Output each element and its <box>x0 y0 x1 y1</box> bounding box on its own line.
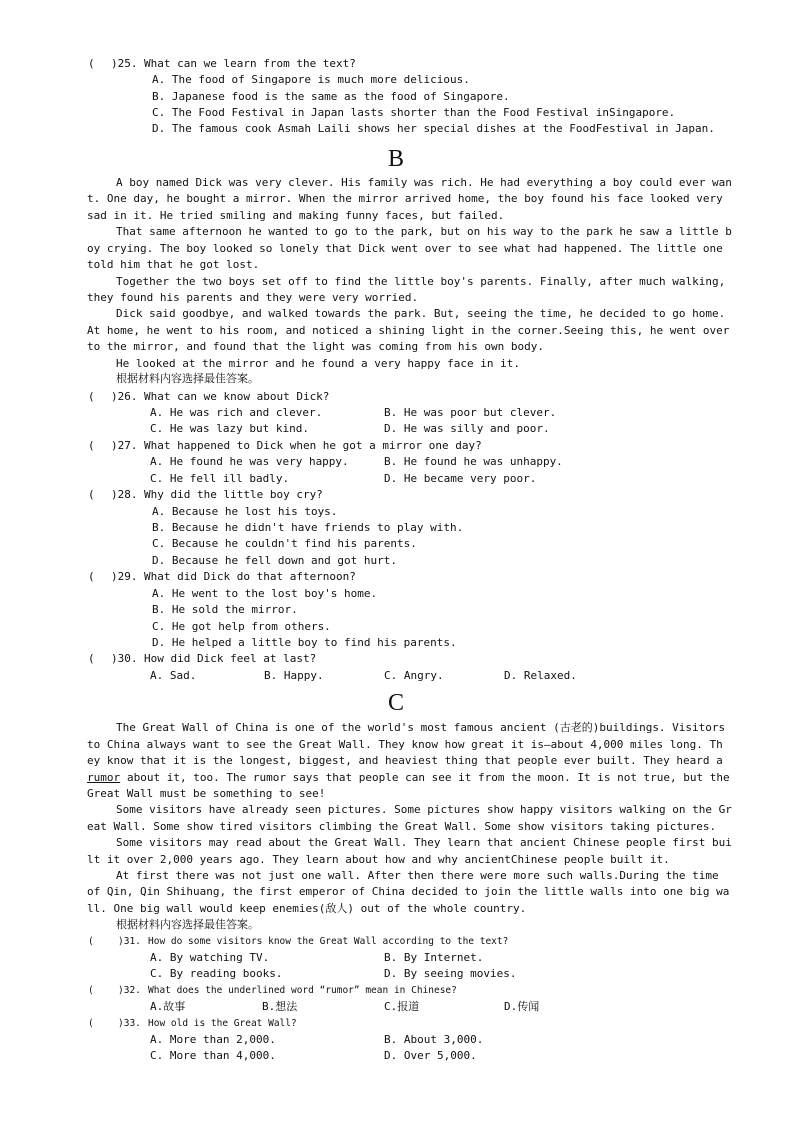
q28-question: Why did the little boy cry? <box>144 488 323 501</box>
section-c-instruction: 根据材料内容选择最佳答案。 <box>116 918 259 931</box>
q27-question: What happened to Dick when he got a mirror one day? <box>144 439 482 452</box>
q26-option-d: D. He was silly and poor. <box>384 422 550 435</box>
q25-number: )25. <box>111 57 138 70</box>
passage-c-line: Some visitors have already seen pictures. Some pictures show happy visitors walking on the Gr <box>116 803 732 816</box>
passage-b-line: oy crying. The boy looked so lonely that Dick went over to see what had happened. The little one <box>87 242 723 255</box>
passage-b-line: they found his parents and they were very worried. <box>87 291 419 304</box>
q33-option-a: A. More than 2,000. <box>150 1033 276 1046</box>
q25-option-a: A. The food of Singapore is much more delicious. <box>152 73 470 86</box>
q32-option-d: D.传闻 <box>504 1000 540 1013</box>
passage-c-underlined-word <box>87 771 120 785</box>
passage-b-line: t. One day, he bought a mirror. When the mirror arrived home, the boy found his face looked very <box>87 192 723 205</box>
q33-option-c: C. More than 4,000. <box>150 1049 276 1062</box>
q27-option-c: C. He fell ill badly. <box>150 472 290 485</box>
q27-number: )27. <box>111 439 138 452</box>
passage-b-line: He looked at the mirror and he found a very happy face in it. <box>116 357 520 370</box>
passage-c-line: At first there was not just one wall. After then there were more such walls.During the time <box>116 869 719 882</box>
passage-c-line: to China always want to see the Great Wall. They know how great it is—about 4,000 miles long. Th <box>87 738 723 751</box>
q26-number: )26. <box>111 390 138 403</box>
q30-option-a: A. Sad. <box>150 669 197 682</box>
q33-question: How old is the Great Wall? <box>148 1018 297 1029</box>
q31-number: )31. <box>118 936 141 947</box>
passage-b-line: told him that he got lost. <box>87 258 260 271</box>
q26-option-a: A. He was rich and clever. <box>150 406 323 419</box>
q30-question: How did Dick feel at last? <box>144 652 317 665</box>
passage-c-line: eat Wall. Some show tired visitors climbing the Great Wall. Some show visitors taking pictures. <box>87 820 717 833</box>
q26-option-c: C. He was lazy but kind. <box>150 422 309 435</box>
q30-option-c: C. Angry. <box>384 669 444 682</box>
passage-c-line: about it, too. The rumor says that people can see it from the moon. It is not true, but the <box>127 771 730 784</box>
q25-option-d: D. The famous cook Asmah Laili shows her special dishes at the FoodFestival in Japan. <box>152 122 715 135</box>
q26-question: What can we know about Dick? <box>144 390 330 403</box>
q30-option-b: B. Happy. <box>264 669 324 682</box>
q25-option-c: C. The Food Festival in Japan lasts shorter than the Food Festival inSingapore. <box>152 106 676 119</box>
q29-question: What did Dick do that afternoon? <box>144 570 356 583</box>
q28-option-d: D. Because he fell down and got hurt. <box>152 554 398 567</box>
passage-b-line: sad in it. He tried smiling and making funny faces, but failed. <box>87 209 505 222</box>
q31-option-c: C. By reading books. <box>150 967 283 980</box>
passage-c-line: lt it over 2,000 years ago. They learn about how and why ancientChinese people built it. <box>87 853 670 866</box>
section-b-instruction: 根据材料内容选择最佳答案。 <box>116 372 259 385</box>
q33-number: )33. <box>118 1018 141 1029</box>
q25-question: What can we learn from the text? <box>144 57 356 70</box>
q25-paren: ( <box>88 57 95 70</box>
q31-question: How do some visitors know the Great Wall according to the text? <box>148 936 509 947</box>
q33-option-b: B. About 3,000. <box>384 1033 484 1046</box>
q28-number: )28. <box>111 488 138 501</box>
passage-c-line: ey know that it is the longest, biggest, and heaviest thing that people ever built. They heard a <box>87 754 723 767</box>
passage-b-line: At home, he went to his room, and noticed a shining light in the corner.Seeing this, he went over <box>87 324 730 337</box>
q30-number: )30. <box>111 652 138 665</box>
q28-paren: ( <box>88 488 95 501</box>
q29-option-b: B. He sold the mirror. <box>152 603 298 616</box>
q32-option-b: B.想法 <box>262 1000 298 1013</box>
passage-c-line: Great Wall must be something to see! <box>87 787 326 800</box>
q31-option-d: D. By seeing movies. <box>384 967 517 980</box>
q28-option-b: B. Because he didn't have friends to play with. <box>152 521 464 534</box>
q26-paren: ( <box>88 390 95 403</box>
q29-number: )29. <box>111 570 138 583</box>
q32-option-a: A.故事 <box>150 1000 186 1013</box>
section-c-heading: C <box>388 690 405 716</box>
q27-option-d: D. He became very poor. <box>384 472 537 485</box>
q33-paren: ( <box>88 1018 94 1029</box>
section-b-heading: B <box>388 146 405 172</box>
q27-paren: ( <box>88 439 95 452</box>
passage-c-line: of Qin, Qin Shihuang, the first emperor of China decided to join the little walls into one big wa <box>87 885 730 898</box>
q30-option-d: D. Relaxed. <box>504 669 577 682</box>
q32-paren: ( <box>88 985 94 996</box>
passage-b-line: That same afternoon he wanted to go to the park, but on his way to the park he saw a little b <box>116 225 732 238</box>
q31-paren: ( <box>88 936 94 947</box>
q29-option-c: C. He got help from others. <box>152 620 331 633</box>
q32-question: What does the underlined word “rumor” mean in Chinese? <box>148 985 457 996</box>
passage-c-line: The Great Wall of China is one of the world's most famous ancient (古老的)buildings. Visitors <box>116 721 726 734</box>
passage-b-line: to the mirror, and found that the light was coming from his own body. <box>87 340 544 353</box>
q32-number: )32. <box>118 985 141 996</box>
q30-paren: ( <box>88 652 95 665</box>
q31-option-a: A. By watching TV. <box>150 951 270 964</box>
q27-option-a: A. He found he was very happy. <box>150 455 349 468</box>
q28-option-c: C. Because he couldn't find his parents. <box>152 537 417 550</box>
q26-option-b: B. He was poor but clever. <box>384 406 557 419</box>
passage-b-line: Together the two boys set off to find the little boy's parents. Finally, after much walking, <box>116 275 726 288</box>
passage-c-line: Some visitors may read about the Great Wall. They learn that ancient Chinese people first bui <box>116 836 732 849</box>
q33-option-d: D. Over 5,000. <box>384 1049 477 1062</box>
q31-option-b: B. By Internet. <box>384 951 484 964</box>
q32-option-c: C.报道 <box>384 1000 420 1013</box>
q25-option-b: B. Japanese food is the same as the food of Singapore. <box>152 90 510 103</box>
q29-paren: ( <box>88 570 95 583</box>
q27-option-b: B. He found he was unhappy. <box>384 455 563 468</box>
passage-b-line: A boy named Dick was very clever. His family was rich. He had everything a boy could ever wan <box>116 176 732 189</box>
q29-option-a: A. He went to the lost boy's home. <box>152 587 378 600</box>
q28-option-a: A. Because he lost his toys. <box>152 505 338 518</box>
q29-option-d: D. He helped a little boy to find his parents. <box>152 636 457 649</box>
passage-b-line: Dick said goodbye, and walked towards the park. But, seeing the time, he decided to go home. <box>116 307 726 320</box>
rumor-underlined-word: rumor <box>87 771 121 784</box>
passage-c-line: ll. One big wall would keep enemies(敌人) out of the whole country. <box>87 902 527 915</box>
